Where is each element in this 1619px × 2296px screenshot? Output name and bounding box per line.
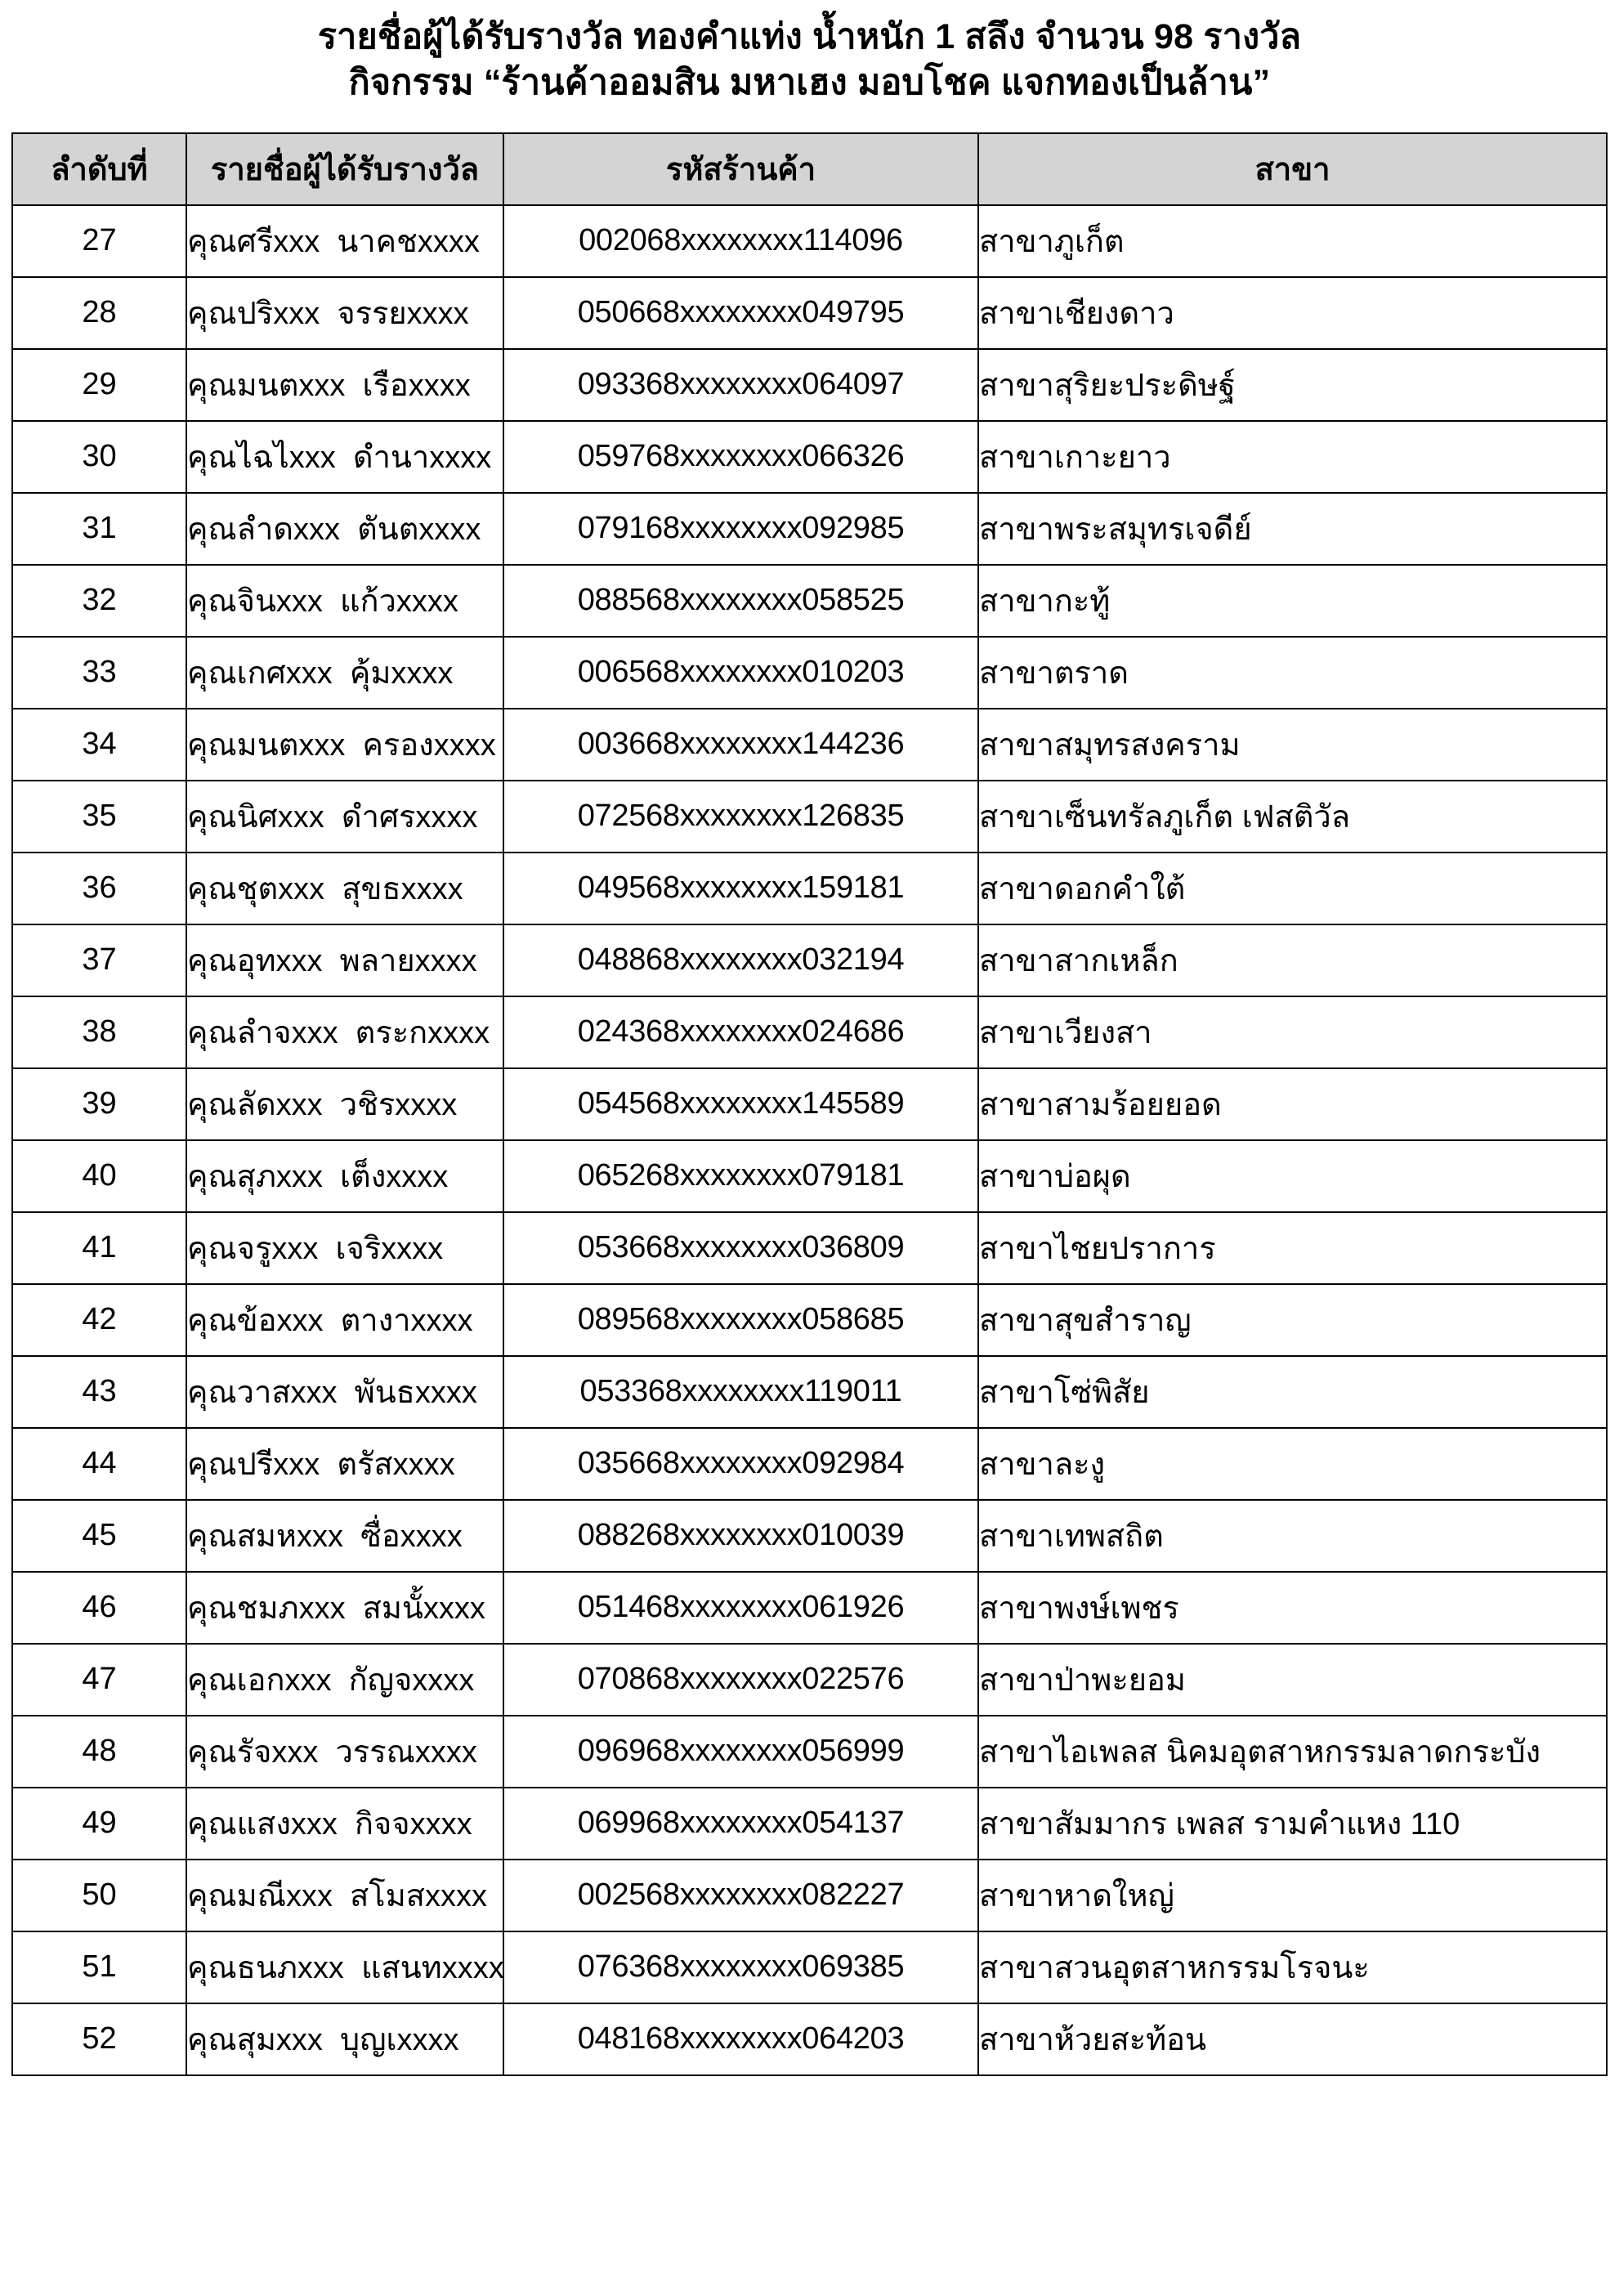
cell-branch: สาขาสมุทรสงคราม bbox=[978, 709, 1607, 781]
cell-winner-name: คุณมนตxxx เรือxxxx bbox=[186, 349, 503, 421]
cell-sequence: 40 bbox=[12, 1140, 186, 1212]
cell-sequence: 50 bbox=[12, 1860, 186, 1931]
cell-merchant-code: 070868xxxxxxxx022576 bbox=[503, 1644, 978, 1716]
page-title-line-2: กิจกรรม “ร้านค้าออมสิน มหาเฮง มอบโชค แจกทองเป็นล้าน” bbox=[348, 62, 1271, 102]
cell-winner-name: คุณสมหxxx ซื่อxxxx bbox=[186, 1500, 503, 1572]
cell-sequence: 45 bbox=[12, 1500, 186, 1572]
cell-sequence: 30 bbox=[12, 421, 186, 493]
cell-winner-name: คุณสุภxxx เต็งxxxx bbox=[186, 1140, 503, 1212]
page-title bbox=[0, 0, 1619, 106]
cell-merchant-code: 053668xxxxxxxx036809 bbox=[503, 1212, 978, 1284]
cell-sequence: 44 bbox=[12, 1428, 186, 1500]
table-row bbox=[12, 1931, 1607, 2003]
cell-branch: สาขาภูเก็ต bbox=[978, 205, 1607, 277]
cell-merchant-code: 065268xxxxxxxx079181 bbox=[503, 1140, 978, 1212]
table-row bbox=[12, 1500, 1607, 1572]
cell-sequence: 27 bbox=[12, 205, 186, 277]
cell-sequence: 51 bbox=[12, 1931, 186, 2003]
cell-branch: สาขาสวนอุตสาหกรรมโรจนะ bbox=[978, 1931, 1607, 2003]
cell-sequence: 39 bbox=[12, 1068, 186, 1140]
table-row bbox=[12, 1716, 1607, 1788]
cell-sequence: 47 bbox=[12, 1644, 186, 1716]
cell-branch: สาขาโซ่พิสัย bbox=[978, 1356, 1607, 1428]
cell-merchant-code: 072568xxxxxxxx126835 bbox=[503, 781, 978, 853]
table-row bbox=[12, 1140, 1607, 1212]
cell-sequence: 37 bbox=[12, 924, 186, 996]
cell-sequence: 28 bbox=[12, 277, 186, 349]
cell-branch: สาขาเกาะยาว bbox=[978, 421, 1607, 493]
cell-winner-name: คุณเกศxxx คุ้มxxxx bbox=[186, 637, 503, 709]
cell-sequence: 38 bbox=[12, 996, 186, 1068]
cell-branch: สาขาบ่อผุด bbox=[978, 1140, 1607, 1212]
cell-branch: สาขาสุริยะประดิษฐ์ bbox=[978, 349, 1607, 421]
table-row bbox=[12, 1572, 1607, 1644]
table-row bbox=[12, 1068, 1607, 1140]
cell-winner-name: คุณนิศxxx ดำศรxxxx bbox=[186, 781, 503, 853]
cell-merchant-code: 048168xxxxxxxx064203 bbox=[503, 2003, 978, 2075]
cell-branch: สาขาเซ็นทรัลภูเก็ต เฟสติวัล bbox=[978, 781, 1607, 853]
table-row bbox=[12, 996, 1607, 1068]
cell-sequence: 33 bbox=[12, 637, 186, 709]
prize-winners-table bbox=[11, 132, 1608, 2076]
table-row bbox=[12, 1212, 1607, 1284]
table-row bbox=[12, 1356, 1607, 1428]
cell-winner-name: คุณจรูxxx เจริxxxx bbox=[186, 1212, 503, 1284]
cell-winner-name: คุณลัดxxx วชิรxxxx bbox=[186, 1068, 503, 1140]
cell-branch: สาขาห้วยสะท้อน bbox=[978, 2003, 1607, 2075]
cell-winner-name: คุณแสงxxx กิจจxxxx bbox=[186, 1788, 503, 1860]
column-header-merchant-code: รหัสร้านค้า bbox=[503, 133, 978, 205]
cell-branch: สาขาละงู bbox=[978, 1428, 1607, 1500]
cell-sequence: 31 bbox=[12, 493, 186, 565]
cell-branch: สาขาไชยปราการ bbox=[978, 1212, 1607, 1284]
cell-merchant-code: 053368xxxxxxxx119011 bbox=[503, 1356, 978, 1428]
cell-winner-name: คุณปรีxxx ตรัสxxxx bbox=[186, 1428, 503, 1500]
cell-branch: สาขาไอเพลส นิคมอุตสาหกรรมลาดกระบัง bbox=[978, 1716, 1607, 1788]
cell-winner-name: คุณข้อxxx ตางาxxxx bbox=[186, 1284, 503, 1356]
cell-winner-name: คุณมณีxxx สโมสxxxx bbox=[186, 1860, 503, 1931]
page-title-line-1: รายชื่อผู้ได้รับรางวัล ทองคำแท่ง น้ำหนัก 1 สลึง จำนวน 98 รางวัล bbox=[317, 17, 1302, 56]
cell-sequence: 32 bbox=[12, 565, 186, 637]
table-row bbox=[12, 924, 1607, 996]
table-row bbox=[12, 853, 1607, 924]
cell-sequence: 43 bbox=[12, 1356, 186, 1428]
prize-table-container bbox=[0, 132, 1619, 2076]
cell-merchant-code: 054568xxxxxxxx145589 bbox=[503, 1068, 978, 1140]
cell-merchant-code: 093368xxxxxxxx064097 bbox=[503, 349, 978, 421]
cell-winner-name: คุณลำจxxx ตระกxxxx bbox=[186, 996, 503, 1068]
cell-branch: สาขาเวียงสา bbox=[978, 996, 1607, 1068]
cell-sequence: 52 bbox=[12, 2003, 186, 2075]
cell-sequence: 36 bbox=[12, 853, 186, 924]
table-row bbox=[12, 1428, 1607, 1500]
cell-merchant-code: 088268xxxxxxxx010039 bbox=[503, 1500, 978, 1572]
table-row bbox=[12, 709, 1607, 781]
cell-branch: สาขาสากเหล็ก bbox=[978, 924, 1607, 996]
column-header-winner-name: รายชื่อผู้ได้รับรางวัล bbox=[186, 133, 503, 205]
cell-branch: สาขาป่าพะยอม bbox=[978, 1644, 1607, 1716]
column-header-sequence: ลำดับที่ bbox=[12, 133, 186, 205]
cell-winner-name: คุณปริxxx จรรยxxxx bbox=[186, 277, 503, 349]
cell-merchant-code: 048868xxxxxxxx032194 bbox=[503, 924, 978, 996]
cell-merchant-code: 079168xxxxxxxx092985 bbox=[503, 493, 978, 565]
table-row bbox=[12, 1860, 1607, 1931]
table-body bbox=[12, 205, 1607, 2075]
table-row bbox=[12, 421, 1607, 493]
cell-merchant-code: 069968xxxxxxxx054137 bbox=[503, 1788, 978, 1860]
cell-merchant-code: 035668xxxxxxxx092984 bbox=[503, 1428, 978, 1500]
cell-sequence: 34 bbox=[12, 709, 186, 781]
table-row bbox=[12, 2003, 1607, 2075]
cell-winner-name: คุณเอกxxx กัญจxxxx bbox=[186, 1644, 503, 1716]
cell-merchant-code: 059768xxxxxxxx066326 bbox=[503, 421, 978, 493]
cell-merchant-code: 051468xxxxxxxx061926 bbox=[503, 1572, 978, 1644]
cell-merchant-code: 003668xxxxxxxx144236 bbox=[503, 709, 978, 781]
cell-winner-name: คุณชุตxxx สุขธxxxx bbox=[186, 853, 503, 924]
cell-branch: สาขาพงษ์เพชร bbox=[978, 1572, 1607, 1644]
cell-merchant-code: 002068xxxxxxxx114096 bbox=[503, 205, 978, 277]
cell-winner-name: คุณธนภxxx แสนทxxxx bbox=[186, 1931, 503, 2003]
cell-branch: สาขาตราด bbox=[978, 637, 1607, 709]
cell-merchant-code: 049568xxxxxxxx159181 bbox=[503, 853, 978, 924]
cell-branch: สาขากะทู้ bbox=[978, 565, 1607, 637]
cell-sequence: 35 bbox=[12, 781, 186, 853]
cell-sequence: 41 bbox=[12, 1212, 186, 1284]
table-row bbox=[12, 1284, 1607, 1356]
cell-sequence: 29 bbox=[12, 349, 186, 421]
table-header bbox=[12, 133, 1607, 205]
table-row bbox=[12, 277, 1607, 349]
cell-branch: สาขาสุขสำราญ bbox=[978, 1284, 1607, 1356]
column-header-branch: สาขา bbox=[978, 133, 1607, 205]
cell-merchant-code: 024368xxxxxxxx024686 bbox=[503, 996, 978, 1068]
cell-winner-name: คุณชมภxxx สมนั้xxxx bbox=[186, 1572, 503, 1644]
cell-winner-name: คุณรัจxxx วรรณxxxx bbox=[186, 1716, 503, 1788]
cell-merchant-code: 096968xxxxxxxx056999 bbox=[503, 1716, 978, 1788]
cell-merchant-code: 006568xxxxxxxx010203 bbox=[503, 637, 978, 709]
table-row bbox=[12, 1788, 1607, 1860]
cell-winner-name: คุณศรีxxx นาคชxxxx bbox=[186, 205, 503, 277]
table-row bbox=[12, 565, 1607, 637]
cell-branch: สาขาพระสมุทรเจดีย์ bbox=[978, 493, 1607, 565]
cell-winner-name: คุณวาสxxx พันธxxxx bbox=[186, 1356, 503, 1428]
cell-merchant-code: 050668xxxxxxxx049795 bbox=[503, 277, 978, 349]
cell-merchant-code: 088568xxxxxxxx058525 bbox=[503, 565, 978, 637]
cell-branch: สาขาดอกคำใต้ bbox=[978, 853, 1607, 924]
cell-sequence: 48 bbox=[12, 1716, 186, 1788]
cell-sequence: 46 bbox=[12, 1572, 186, 1644]
table-row bbox=[12, 637, 1607, 709]
table-header-row bbox=[12, 133, 1607, 205]
table-row bbox=[12, 1644, 1607, 1716]
cell-branch: สาขาเชียงดาว bbox=[978, 277, 1607, 349]
cell-merchant-code: 089568xxxxxxxx058685 bbox=[503, 1284, 978, 1356]
cell-sequence: 49 bbox=[12, 1788, 186, 1860]
cell-winner-name: คุณลำดxxx ตันตxxxx bbox=[186, 493, 503, 565]
table-row bbox=[12, 205, 1607, 277]
cell-branch: สาขาเทพสถิต bbox=[978, 1500, 1607, 1572]
cell-winner-name: คุณมนตxxx ครองxxxx bbox=[186, 709, 503, 781]
table-row bbox=[12, 493, 1607, 565]
cell-winner-name: คุณไฉไxxx ดำนาxxxx bbox=[186, 421, 503, 493]
cell-branch: สาขาสัมมากร เพลส รามคำแหง 110 bbox=[978, 1788, 1607, 1860]
cell-branch: สาขาหาดใหญ่ bbox=[978, 1860, 1607, 1931]
cell-sequence: 42 bbox=[12, 1284, 186, 1356]
table-row bbox=[12, 781, 1607, 853]
cell-merchant-code: 002568xxxxxxxx082227 bbox=[503, 1860, 978, 1931]
cell-merchant-code: 076368xxxxxxxx069385 bbox=[503, 1931, 978, 2003]
cell-winner-name: คุณอุทxxx พลายxxxx bbox=[186, 924, 503, 996]
cell-winner-name: คุณจินxxx แก้วxxxx bbox=[186, 565, 503, 637]
cell-branch: สาขาสามร้อยยอด bbox=[978, 1068, 1607, 1140]
table-row bbox=[12, 349, 1607, 421]
cell-winner-name: คุณสุมxxx บุญเxxxx bbox=[186, 2003, 503, 2075]
